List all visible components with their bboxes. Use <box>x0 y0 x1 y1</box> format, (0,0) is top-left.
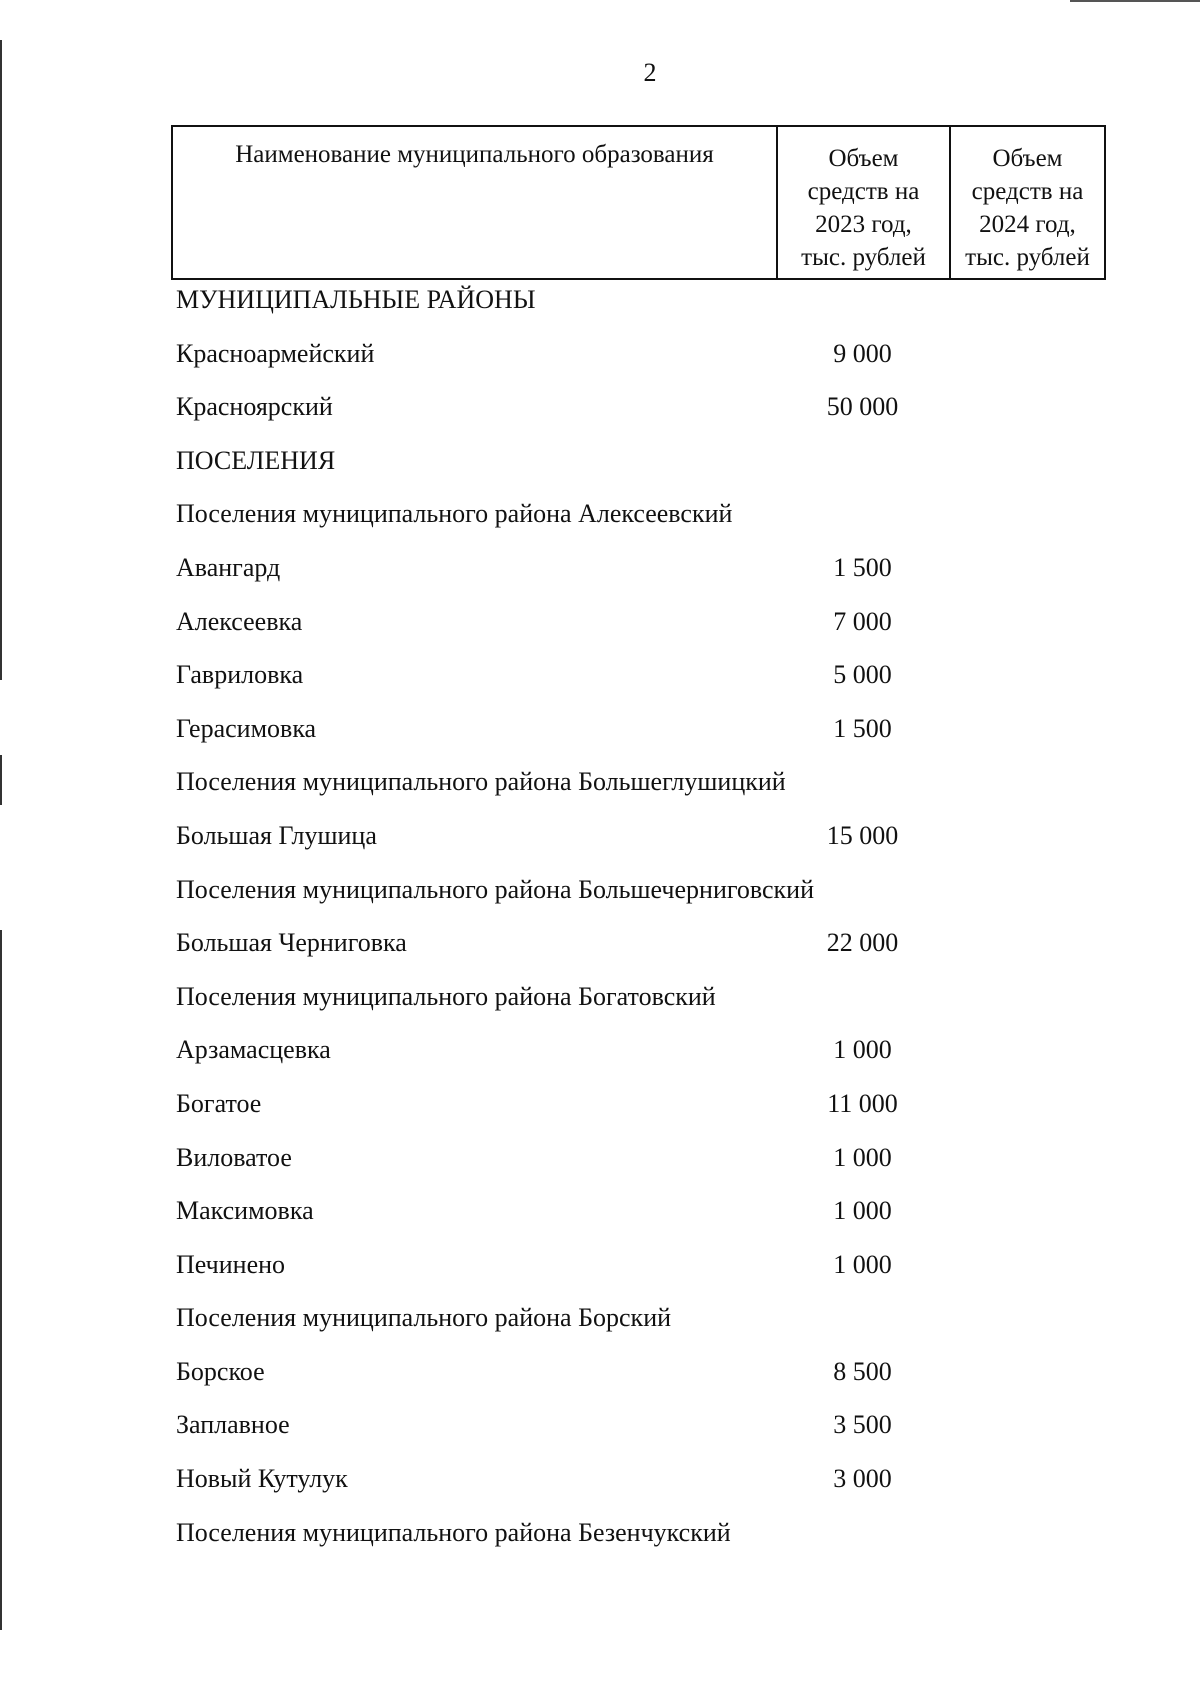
row-label: Поселения муниципального района Безенчукский <box>176 1517 731 1547</box>
scan-edge-top <box>1070 0 1200 2</box>
row-value-2023: 8 500 <box>833 1356 892 1386</box>
row-label: Богатое <box>176 1088 262 1118</box>
table-body <box>0 285 1200 1571</box>
row-value-2023: 1 500 <box>833 552 892 582</box>
row-value-2023: 3 000 <box>833 1464 892 1494</box>
table-row <box>0 1089 1200 1143</box>
row-label: Герасимовка <box>176 713 317 743</box>
row-value-2023: 1 500 <box>833 713 892 743</box>
row-label: Печинено <box>176 1249 286 1279</box>
column-header-name: Наименование муниципального образования <box>173 127 778 278</box>
table-row <box>0 285 1200 339</box>
row-label: Поселения муниципального района Большечерниговский <box>176 874 815 904</box>
table-row <box>0 767 1200 821</box>
row-value-2023: 9 000 <box>833 338 892 368</box>
row-label: Борское <box>176 1356 265 1386</box>
row-value-2023: 11 000 <box>827 1088 898 1118</box>
row-label: Большая Глушица <box>176 820 377 850</box>
table-header <box>171 125 1106 280</box>
column-header-2023 <box>778 127 951 278</box>
table-row <box>0 392 1200 446</box>
table-row <box>0 821 1200 875</box>
page-number: 2 <box>643 58 657 87</box>
table-row <box>0 1303 1200 1357</box>
table-row <box>0 446 1200 500</box>
table-row <box>0 660 1200 714</box>
row-value-2023: 1 000 <box>833 1035 892 1065</box>
row-label: Алексеевка <box>176 606 303 636</box>
header-line: тыс. рублей <box>801 244 926 271</box>
table-row <box>0 553 1200 607</box>
row-label: Арзамасцевка <box>176 1035 331 1065</box>
table-row <box>0 607 1200 661</box>
table-row <box>0 1196 1200 1250</box>
column-header-2024 <box>951 127 1104 278</box>
row-label: Максимовка <box>176 1196 314 1226</box>
row-label: Поселения муниципального района Борский <box>176 1303 672 1333</box>
table-row <box>0 1518 1200 1572</box>
row-value-2023: 7 000 <box>833 606 892 636</box>
header-line: средств на <box>807 178 920 205</box>
header-line: 2024 год, <box>979 211 1076 238</box>
row-value-2023: 50 000 <box>826 392 899 422</box>
table-row <box>0 714 1200 768</box>
table-row <box>0 339 1200 393</box>
row-label: Красноармейский <box>176 338 375 368</box>
header-line: Объем <box>828 145 899 172</box>
row-value-2023: 1 000 <box>833 1142 892 1172</box>
row-label: МУНИЦИПАЛЬНЫЕ РАЙОНЫ <box>176 285 536 314</box>
header-line: тыс. рублей <box>965 244 1090 271</box>
table-row <box>0 1410 1200 1464</box>
row-label: Красноярский <box>176 392 333 422</box>
row-value-2023: 15 000 <box>826 820 899 850</box>
row-label: Поселения муниципального района Большеглушицкий <box>176 767 786 797</box>
header-line: Объем <box>992 145 1063 172</box>
row-label: Авангард <box>176 552 281 582</box>
row-label: Новый Кутулук <box>176 1464 348 1494</box>
row-label: Поселения муниципального района Алексеевский <box>176 499 733 529</box>
table-row <box>0 499 1200 553</box>
row-label: Поселения муниципального района Богатовский <box>176 981 716 1011</box>
header-line: 2023 год, <box>815 211 912 238</box>
table-row <box>0 928 1200 982</box>
table-row <box>0 982 1200 1036</box>
table-row <box>0 875 1200 929</box>
table-row <box>0 1250 1200 1304</box>
row-label: Виловатое <box>176 1142 292 1172</box>
row-value-2023: 5 000 <box>833 660 892 690</box>
table-row <box>0 1035 1200 1089</box>
row-value-2023: 1 000 <box>833 1249 892 1279</box>
header-line: средств на <box>971 178 1084 205</box>
row-label: ПОСЕЛЕНИЯ <box>176 445 336 475</box>
row-label: Большая Черниговка <box>176 928 407 958</box>
table-row <box>0 1464 1200 1518</box>
row-value-2023: 1 000 <box>833 1196 892 1226</box>
row-label: Гавриловка <box>176 660 304 690</box>
table-row <box>0 1357 1200 1411</box>
table-row <box>0 1143 1200 1197</box>
row-value-2023: 22 000 <box>826 928 899 958</box>
row-label: Заплавное <box>176 1410 290 1440</box>
row-value-2023: 3 500 <box>833 1410 892 1440</box>
